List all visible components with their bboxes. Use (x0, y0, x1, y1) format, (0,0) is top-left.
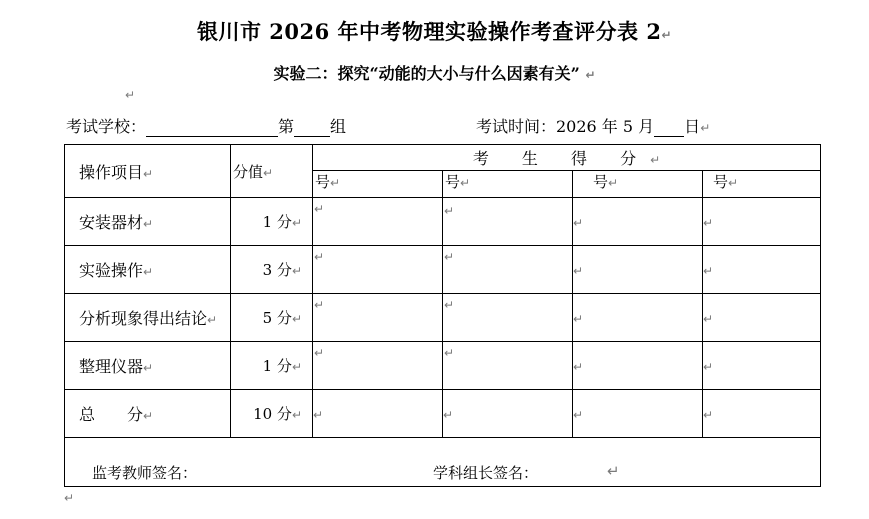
student-number-3: 号↵ (573, 171, 703, 198)
score-cell[interactable]: ↵ (573, 294, 703, 342)
exam-info-line (66, 114, 826, 136)
document-title: 银川市 2026 年中考物理实验操作考查评分表 2↵ (196, 19, 673, 44)
score-cell[interactable]: ↵ (703, 294, 821, 342)
signature-row (65, 438, 821, 487)
score-cell[interactable]: ↵ (573, 342, 703, 390)
score-cell[interactable]: ↵ (313, 198, 443, 246)
score-cell[interactable]: ↵ (313, 246, 443, 294)
student-number-1: 号↵ (313, 171, 443, 198)
row-item: 分析现象得出结论↵ (65, 294, 231, 342)
score-cell[interactable]: ↵ (703, 342, 821, 390)
header-score: 考 生 得 分↵ (313, 145, 821, 171)
row-value: 1 分↵ (231, 342, 313, 390)
table-row (65, 198, 821, 246)
score-cell[interactable]: ↵ (313, 390, 443, 438)
score-cell[interactable]: ↵ (703, 390, 821, 438)
school-field (66, 114, 346, 137)
row-value: 10 分↵ (231, 390, 313, 438)
table-row (65, 342, 821, 390)
table-row (65, 246, 821, 294)
header-value: 分值↵ (231, 145, 313, 198)
score-cell[interactable]: ↵ (703, 246, 821, 294)
paragraph-mark: ↵ (64, 491, 75, 505)
group-blank (294, 118, 330, 137)
score-cell[interactable]: ↵ (573, 198, 703, 246)
document-subtitle: 实验二：探究“动能的大小与什么因素有关” ↵ (273, 64, 596, 83)
proctor-signature-label: 监考教师签名： (92, 464, 198, 482)
group-suffix: 组 (330, 117, 347, 136)
header-row (65, 145, 821, 171)
student-number-4: 号↵ (703, 171, 821, 198)
school-blank (146, 118, 278, 137)
score-cell[interactable]: ↵ (313, 294, 443, 342)
score-cell[interactable]: ↵ (573, 246, 703, 294)
score-cell[interactable]: ↵ (443, 390, 573, 438)
row-item: 总 分↵ (65, 390, 231, 438)
row-item: 安装器材↵ (65, 198, 231, 246)
day-suffix: 日 (684, 117, 701, 136)
score-cell[interactable]: ↵ (573, 390, 703, 438)
time-field: 考试时间：2026 年 5 月 日↵ (476, 117, 711, 136)
paragraph-mark: ↵ (125, 88, 136, 102)
score-cell[interactable]: ↵ (703, 198, 821, 246)
score-cell[interactable]: ↵ (443, 294, 573, 342)
row-value: 3 分↵ (231, 246, 313, 294)
day-blank (654, 118, 684, 137)
score-table (64, 144, 821, 487)
school-label: 考试学校： (66, 117, 147, 136)
student-number-2: 号↵ (443, 171, 573, 198)
row-item: 实验操作↵ (65, 246, 231, 294)
time-label: 考试时间：2026 年 5 月 (476, 117, 655, 136)
leader-signature-label: 学科组长签名： (433, 464, 539, 482)
score-cell[interactable]: ↵ (443, 246, 573, 294)
score-cell[interactable]: ↵ (443, 342, 573, 390)
row-value: 5 分↵ (231, 294, 313, 342)
signature-cell: 监考教师签名： 学科组长签名： ↵ (65, 438, 821, 487)
score-cell[interactable]: ↵ (443, 198, 573, 246)
table-row (65, 294, 821, 342)
row-item: 整理仪器↵ (65, 342, 231, 390)
score-cell[interactable]: ↵ (313, 342, 443, 390)
group-prefix: 第 (278, 117, 295, 136)
row-value: 1 分↵ (231, 198, 313, 246)
table-row-total (65, 390, 821, 438)
header-item: 操作项目↵ (65, 145, 231, 198)
